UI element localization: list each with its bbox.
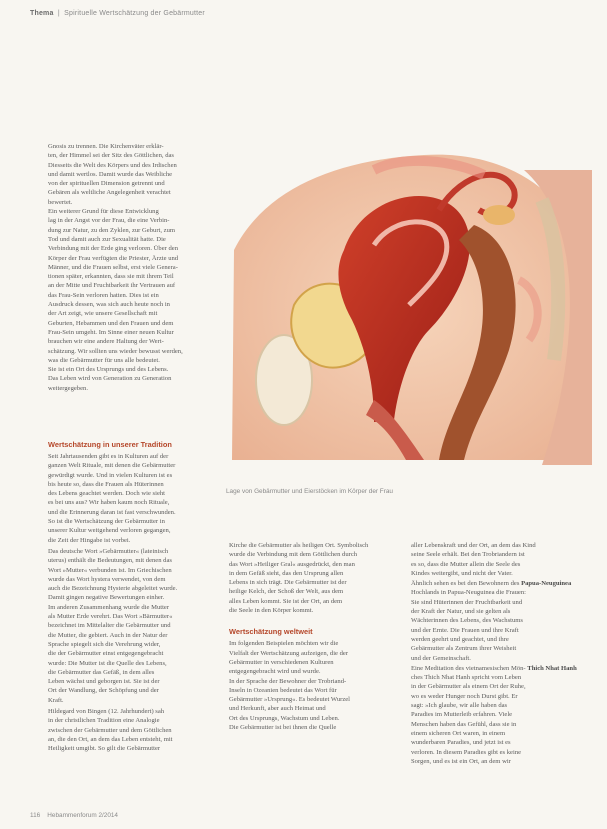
- text-line: verloren. In diesem Paradies gibt es keine: [411, 748, 522, 756]
- text-line: Männer, und die Frauen selbst, erst viele Genera-: [48, 263, 178, 271]
- text-line: es so, dass die Mutter allein die Seele des: [411, 560, 521, 568]
- text-line: Das Leben wird von Generation zu Generation: [48, 375, 172, 383]
- text-line: zwischen der Gebärmutter und dem Göttlichen: [48, 726, 172, 734]
- text-line: uterus) enthält die Bedeutungen, mit denen das: [48, 557, 172, 565]
- text-line: was die Gebärmutter für uns alle bedeutet.: [48, 356, 160, 364]
- text-line: lag in der Angst vor der Frau, die eine Verbin-: [48, 217, 170, 225]
- text-line: dung zur Natur, zu den Zyklen, zur Geburt, zum: [48, 226, 175, 234]
- text-line: Paradies im Mutterleib erfahren. Viele: [411, 711, 513, 719]
- text-line: ches Thich Nhat Hanh spricht vom Leben: [411, 674, 522, 682]
- text-line: Geburten, Hebammen und den Frauen und dem: [48, 319, 174, 327]
- text-line: wo es weder Hunger noch Durst gibt. Er: [411, 692, 518, 700]
- text-line: Körper der Frau verfügten die Priester, Ärzte und: [48, 254, 179, 262]
- text-line: Sprache spiegelt sich die Verehrung wider,: [48, 640, 161, 648]
- text-line: Frau-Sein umgeht. Im Sinne einer neuen Kultur: [48, 328, 174, 336]
- journal-name: Hebammenforum 2/2014: [47, 812, 118, 819]
- text-line: Ort der Wandlung, der Schöpfung und der: [48, 687, 159, 695]
- text-line: bezeichnet im Mittelalter die Gebärmutter und: [48, 622, 171, 630]
- text-line: einem sicheren Ort waren, in einem: [411, 729, 506, 737]
- text-line: ganzen Welt Rituale, mit denen die Gebärmutter: [48, 462, 176, 470]
- thich-lead-text: Eine Meditation des vietnamesischen Mön-: [411, 664, 526, 672]
- text-line: und der Gemeinschaft.: [411, 654, 471, 662]
- page-number: 116: [30, 812, 41, 819]
- text-line: Sorgen, und es ist ein Ort, an dem wir: [411, 757, 511, 765]
- text-line: Hildegard von Bingen (12. Jahrhundert) sah: [48, 708, 165, 716]
- text-line: in dem Gefäß sieht, das den Ursprung allen: [229, 569, 344, 577]
- figure-caption: Lage von Gebärmutter und Eierstöcken im Körper der Frau: [226, 488, 393, 495]
- text-line: Kirche die Gebärmutter als heiligen Ort. Symbolisch: [229, 542, 369, 549]
- text-line: wurde: Die Mutter ist die Quelle des Lebens,: [48, 659, 167, 667]
- text-line: seine Seele erhält. Bei den Trobriandern ist: [411, 551, 525, 559]
- text-line: wurde das Wort hystera verwendet, von dem: [48, 575, 166, 583]
- text-line: Leben wächst und geborgen ist. Sie ist der: [48, 678, 160, 686]
- header-section: Thema: [30, 10, 54, 17]
- text-line: an der Mitte und Fruchtbarkeit ihr Vertrauen auf: [48, 282, 176, 290]
- column-3-paragraph-3: [411, 673, 583, 766]
- section-heading-tradition: Wertschätzung in unserer Tradition: [48, 440, 172, 449]
- text-line: aller Lebenskraft und der Ort, an dem das Kind: [411, 542, 536, 549]
- text-line: es bei uns aus? Wir haben kaum noch Rituale,: [48, 499, 170, 507]
- running-header: Thema | Spirituelle Wertschätzung der Gebärmutter: [30, 10, 205, 17]
- text-line: in der Gebärmutter als einem Ort der Ruhe,: [411, 683, 526, 691]
- text-line: Kraft.: [48, 696, 64, 704]
- column-3: [411, 541, 583, 766]
- text-line: In der Sprache der Bewohner der Trobriand-: [229, 677, 347, 685]
- section-heading-weltweit: Wertschätzung weltweit: [229, 627, 313, 637]
- text-line: bis heute so, dass die Frauen als Hüterinnen: [48, 480, 164, 488]
- column-2: [229, 541, 401, 732]
- text-line: die Seele in den Körper kommt.: [229, 607, 314, 615]
- text-line: auch die Bezeichnung Hysterie abgeleitet wurde.: [48, 585, 178, 593]
- text-line: Die Gebärmutter ist bei ihnen die Quelle: [229, 724, 337, 732]
- text-line: brauchen wir eine andere Haltung der Wert-: [48, 338, 164, 346]
- text-line: gewürdigt wurde. Und in vielen Kulturen ist es: [48, 471, 173, 479]
- text-line: und die Erinnerung daran ist fast verschwunden.: [48, 508, 176, 516]
- text-line: entgegengebracht wird und wurde.: [229, 668, 321, 676]
- text-line: sagt: »Ich glaube, wir alle haben das: [411, 702, 508, 710]
- papua-name: Papua-Neuguinea: [521, 580, 572, 588]
- text-line: Wächterinnen des Lebens, des Wachstums: [411, 617, 523, 625]
- column-2-paragraph-1: [229, 541, 401, 615]
- text-line: Vielfalt der Wertschätzung aufzeigen, die der: [229, 649, 349, 657]
- uterus-anatomy-illustration: [224, 130, 592, 470]
- text-line: die der Gebärmutter einst entgegengebracht: [48, 650, 164, 658]
- text-line: das Frau-Sein verloren hatten. Dies ist ein: [48, 291, 159, 299]
- text-line: und der Ernte. Die Frauen und ihre Kraft: [411, 626, 519, 634]
- text-line: tionen später, erkannten, dass sie mit ihrem Teil: [48, 273, 174, 281]
- text-line: bewertet.: [48, 198, 73, 206]
- text-line: Ein weiterer Grund für diese Entwicklung: [48, 208, 159, 216]
- text-line: Gebärmutter in verschiedenen Kulturen: [229, 658, 334, 666]
- text-line: Seit Jahrtausenden gibt es in Kulturen auf der: [48, 453, 169, 460]
- text-line: Menschen haben das Gefühl, dass sie in: [411, 720, 517, 728]
- column-3-paragraph-1: [411, 541, 583, 578]
- text-line: der Art zeigt, wie unsere Gesellschaft mit: [48, 310, 158, 318]
- header-title: Spirituelle Wertschätzung der Gebärmutter: [64, 10, 205, 17]
- text-line: ten, der Himmel sei der Sitz des Göttlichen, das: [48, 152, 174, 160]
- text-line: Kindes weitergibt, und nicht der Vater.: [411, 569, 513, 577]
- weltweit-paragraph: [229, 639, 401, 732]
- text-line: von der spirituellen Dimension getrennt und: [48, 180, 165, 188]
- text-line: Im folgenden Beispielen möchten wir die: [229, 640, 339, 648]
- text-line: Gebären als weltliche Angelegenheit verachtet: [48, 189, 171, 197]
- text-line: Ort des Ursprungs, Wachstum und Leben.: [229, 714, 340, 722]
- text-line: die Zeit der Hingabe ist vorbei.: [48, 536, 131, 544]
- thich-name: Thich Nhat Hanh: [527, 664, 577, 672]
- text-line: die Mutter, die gebiert. Auch in der Natur der: [48, 631, 168, 639]
- text-line: Sie sind Hüterinnen der Fruchtbarkeit und: [411, 598, 523, 606]
- column-1-bottom: [48, 440, 226, 754]
- text-line: in der christlichen Tradition eine Analogie: [48, 717, 160, 725]
- text-line: Wort »Mutter« verbunden ist. Im Griechischen: [48, 566, 172, 574]
- text-line: Im anderen Zusammenhang wurde die Mutter: [48, 603, 170, 611]
- text-line: unserer Kultur weitgehend verloren gegangen,: [48, 527, 171, 535]
- column-3-paragraph-2: [411, 588, 583, 662]
- text-line: Damit gingen negative Bewertungen einher.: [48, 594, 165, 602]
- text-line: an, die den Ort, an dem das Leben entsteht, mit: [48, 735, 173, 743]
- text-line: Gebärmutter »Ursprung«. Es bedeutet Wurzel: [229, 696, 351, 704]
- text-line: Gnosis zu trennen. Die Kirchenväter erklär-: [48, 143, 164, 150]
- text-line: alles Leben kommt. Sie ist der Ort, an dem: [229, 597, 343, 605]
- text-line: Diesseits die Welt des Körpers und des Irdischen: [48, 161, 177, 169]
- column-1-paragraph-1: [48, 142, 226, 207]
- text-line: wunderbaren Paradies, und jetzt ist es: [411, 739, 511, 747]
- text-line: Gebärmutter als Zentrum ihrer Weisheit: [411, 645, 517, 653]
- text-line: Sie ist ein Ort des Ursprungs und des Lebens.: [48, 366, 169, 374]
- text-line: des Lebens geachtet werden. Doch wie sieht: [48, 490, 165, 498]
- tradition-paragraph-2: [48, 547, 226, 705]
- text-line: das Wort »Heiliger Gral« ausgedrückt, den man: [229, 560, 355, 568]
- text-line: Verbindung mit der Erde ging verloren. Über den: [48, 245, 179, 253]
- text-line: heilige Kelch, der Schoß der Welt, aus dem: [229, 588, 344, 596]
- text-line: und damit wertlos. Damit wurde das Weibliche: [48, 170, 173, 178]
- tradition-paragraph-1: [48, 452, 226, 545]
- text-line: und Herkunft, aber auch Heimat und: [229, 705, 326, 713]
- column-3-paragraph-3-lead: [411, 664, 583, 673]
- text-line: Das deutsche Wort »Gebärmutter« (lateinisch: [48, 547, 169, 555]
- text-line: wurde die Verbindung mit dem Göttlichen durch: [229, 551, 358, 559]
- column-1-paragraph-2: [48, 207, 226, 393]
- text-line: Ausdruck dessen, was sich auch heute noch in: [48, 301, 170, 309]
- text-line: schätzung. Wir sollten uns wieder bewusst werden,: [48, 347, 183, 355]
- tradition-paragraph-3: [48, 707, 226, 753]
- text-line: die Gebärmutter das Gefäß, in dem alles: [48, 668, 155, 676]
- text-line: weitergegeben.: [48, 384, 88, 392]
- text-line: Heiligkeit umgibt. So gilt die Gebärmutter: [48, 745, 161, 753]
- text-line: Lebens in sich trägt. Die Gebärmutter ist der: [229, 579, 347, 587]
- text-line: Inseln in Ozeanien bedeutet das Wort für: [229, 686, 337, 694]
- text-line: So ist die Wertschätzung der Gebärmutter in: [48, 518, 165, 526]
- page-footer: [30, 812, 118, 819]
- text-line: der Kraft der Natur, und sie gelten als: [411, 608, 511, 616]
- text-line: als Mutter Erde verehrt. Das Wort »Bärmutter«: [48, 613, 173, 621]
- text-line: werden geehrt und geachtet, und ihre: [411, 635, 509, 643]
- text-line: Hochlands in Papua-Neuguinea die Frauen:: [411, 589, 526, 597]
- column-3-paragraph-2-lead: [411, 579, 583, 588]
- papua-lead-text: Ähnlich sehen es bei den Bewohnern des: [411, 580, 520, 588]
- text-line: Tod und damit auch zur Sexualität hatte. Die: [48, 235, 166, 243]
- column-1-top: [48, 142, 226, 393]
